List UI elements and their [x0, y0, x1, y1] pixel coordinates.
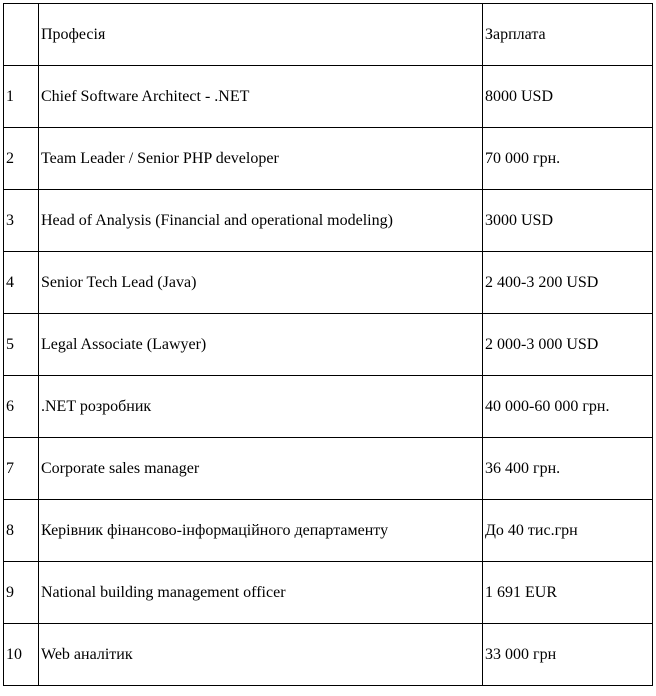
row-number: 8 — [4, 500, 39, 562]
row-salary: 36 400 грн. — [483, 438, 653, 500]
table-row — [4, 624, 653, 686]
row-number: 6 — [4, 376, 39, 438]
row-number: 4 — [4, 252, 39, 314]
row-number: 3 — [4, 190, 39, 252]
row-profession: Senior Tech Lead (Java) — [39, 252, 483, 314]
header-number — [4, 4, 39, 66]
row-profession: Web аналітик — [39, 624, 483, 686]
row-profession: Legal Associate (Lawyer) — [39, 314, 483, 376]
row-profession: Team Leader / Senior PHP developer — [39, 128, 483, 190]
row-number: 9 — [4, 562, 39, 624]
table-header-row — [4, 4, 653, 66]
row-salary: 2 400-3 200 USD — [483, 252, 653, 314]
row-profession: Керівник фінансово-інформаційного департаменту — [39, 500, 483, 562]
row-salary: 70 000 грн. — [483, 128, 653, 190]
table-row — [4, 190, 653, 252]
row-salary: 3000 USD — [483, 190, 653, 252]
table-row — [4, 128, 653, 190]
row-profession: Chief Software Architect - .NET — [39, 66, 483, 128]
table-row — [4, 500, 653, 562]
row-number: 5 — [4, 314, 39, 376]
row-number: 7 — [4, 438, 39, 500]
row-number: 10 — [4, 624, 39, 686]
salary-table — [3, 3, 653, 686]
row-profession: .NET розробник — [39, 376, 483, 438]
row-profession: National building management officer — [39, 562, 483, 624]
row-number: 2 — [4, 128, 39, 190]
table-row — [4, 438, 653, 500]
row-salary: 33 000 грн — [483, 624, 653, 686]
row-salary: 1 691 EUR — [483, 562, 653, 624]
table-row — [4, 314, 653, 376]
row-profession: Head of Analysis (Financial and operational modeling) — [39, 190, 483, 252]
row-profession: Corporate sales manager — [39, 438, 483, 500]
row-number: 1 — [4, 66, 39, 128]
table-row — [4, 562, 653, 624]
table-row — [4, 252, 653, 314]
table-row — [4, 376, 653, 438]
row-salary: 2 000-3 000 USD — [483, 314, 653, 376]
header-profession: Професія — [39, 4, 483, 66]
row-salary: До 40 тис.грн — [483, 500, 653, 562]
header-salary: Зарплата — [483, 4, 653, 66]
table-row — [4, 66, 653, 128]
row-salary: 8000 USD — [483, 66, 653, 128]
row-salary: 40 000-60 000 грн. — [483, 376, 653, 438]
